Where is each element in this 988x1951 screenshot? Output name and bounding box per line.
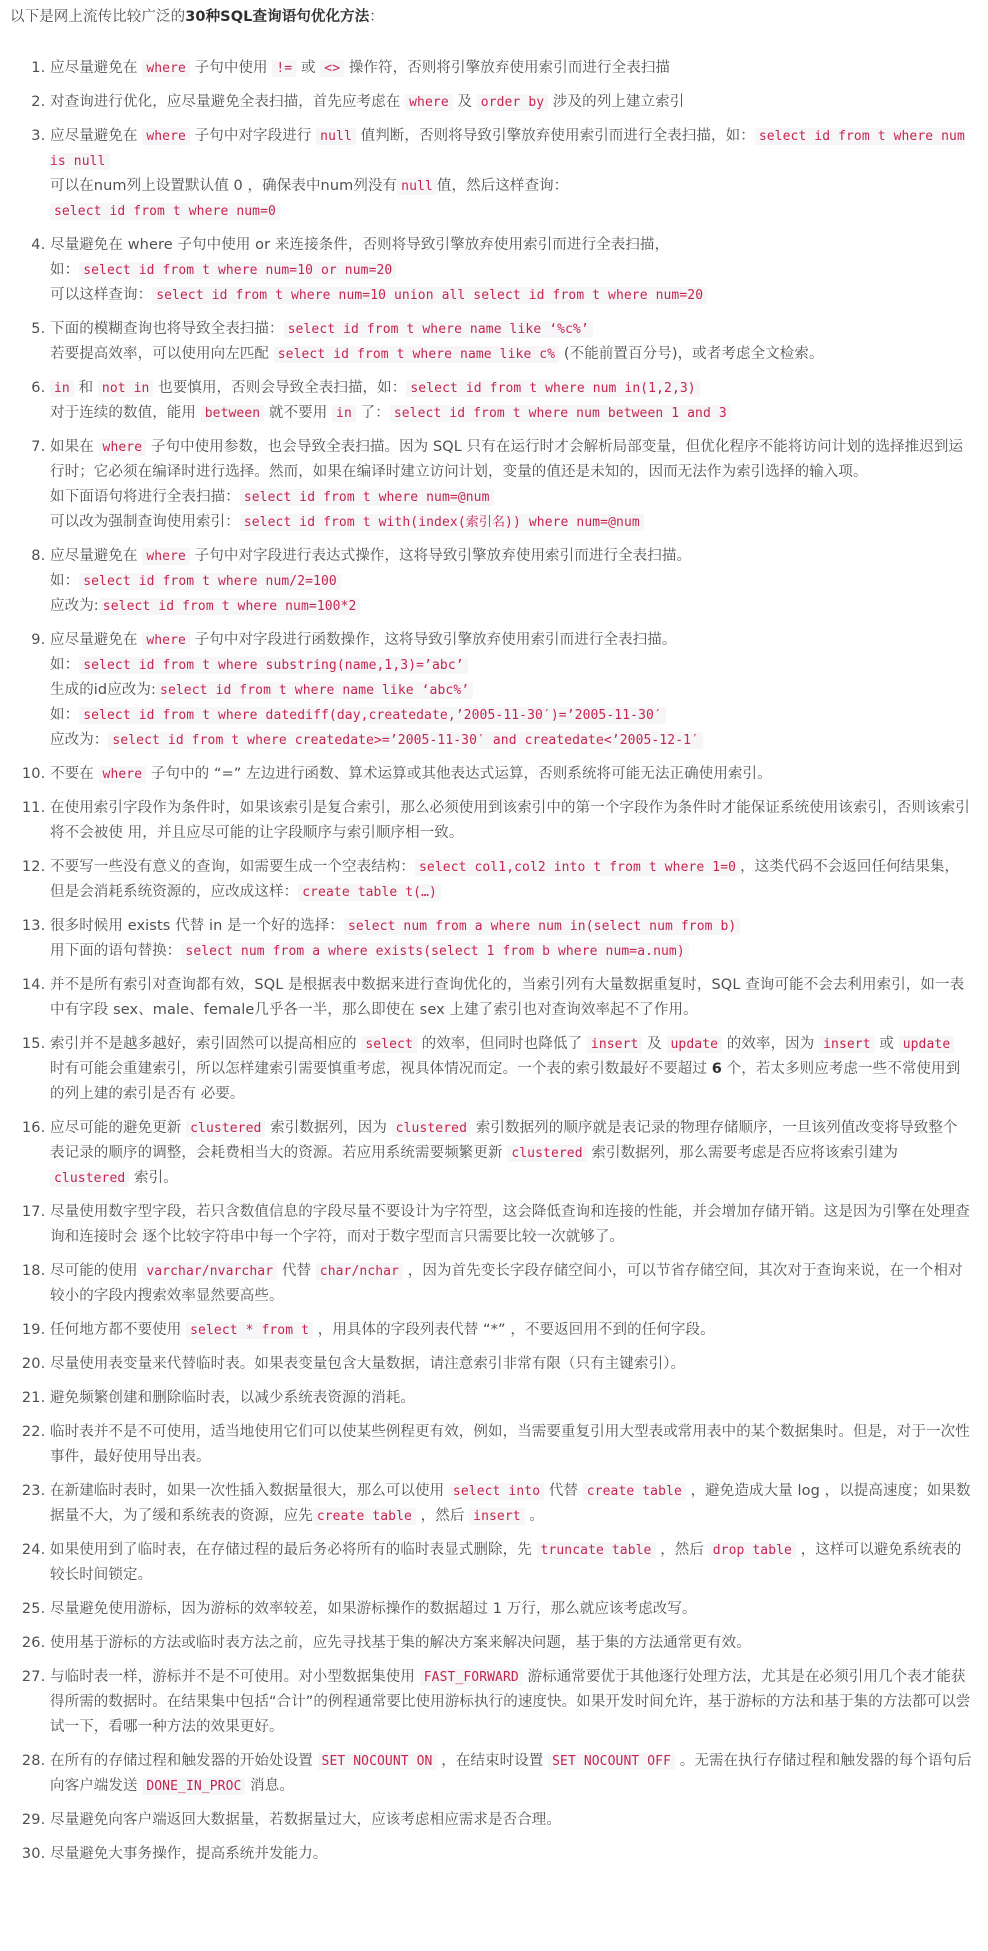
tip-text: 尽量使用表变量来代替临时表。如果表变量包含大量数据，请注意索引非常有限（只有主键索引）。 bbox=[50, 1356, 686, 1372]
tip-text: 子句中对字段进行函数操作，这将导致引擎放弃使用索引而进行全表扫描。 bbox=[189, 632, 677, 648]
inline-code: clustered bbox=[507, 1145, 586, 1162]
tip-text: 值判断，否则将导致引擎放弃使用索引而进行全表扫描，如： bbox=[355, 128, 755, 144]
inline-code: select id from t where name like ‘%c%’ bbox=[284, 321, 593, 338]
inline-code: where bbox=[405, 94, 453, 111]
inline-code: select id from t where num=10 union all select id from t where num=20 bbox=[152, 287, 707, 304]
inline-code: char/nchar bbox=[316, 1263, 403, 1280]
tip-text: 如： bbox=[50, 657, 80, 673]
tip-item-10 bbox=[50, 762, 978, 787]
tip-text: 或 bbox=[874, 1036, 899, 1052]
tip-item-2 bbox=[50, 90, 978, 115]
tip-text: ，在结束时设置 bbox=[436, 1753, 549, 1769]
tip-item-3 bbox=[50, 124, 978, 224]
inline-code: in bbox=[50, 380, 74, 397]
tip-text: 避免频繁创建和删除临时表，以减少系统表资源的消耗。 bbox=[50, 1390, 415, 1406]
tip-text: 在新建临时表时，如果一次性插入数据量很大，那么可以使用 bbox=[50, 1483, 449, 1499]
tip-item-18 bbox=[50, 1259, 978, 1309]
tip-text: 尽量避免大事务操作，提高系统并发能力。 bbox=[50, 1846, 328, 1862]
inline-code: clustered bbox=[50, 1170, 129, 1187]
tip-text: 游标通常要优于其他逐行处理方法，尤其是在必须引用几个表才能获得所需的数据时。在结果集中包括“合计”的例程通常要比使用游标执行的速度快。如果开发时间允许，基于游标的方法和基于集的方法都可以尝试一下，看哪一种方法的效果更好。 bbox=[50, 1669, 971, 1735]
inline-code: select col1,col2 into t from t where 1=0 bbox=[415, 859, 740, 876]
inline-code: insert bbox=[819, 1036, 875, 1053]
inline-code: select id from t where num in(1,2,3) bbox=[406, 380, 699, 397]
tip-text: 时有可能会重建索引，所以怎样建索引需要慎重考虑，视具体情况而定。一个表的索引数最好不要超过 bbox=[50, 1061, 712, 1077]
inline-code: select id from t where num=10 or num=20 bbox=[79, 262, 396, 279]
tip-text: 就不要用 bbox=[264, 405, 333, 421]
inline-code: create table bbox=[583, 1483, 686, 1500]
tip-text: 很多时候用 exists 代替 in 是一个好的选择： bbox=[50, 918, 344, 934]
inline-code: in bbox=[332, 405, 356, 422]
tip-text: 不要在 bbox=[50, 766, 99, 782]
tip-text: 使用基于游标的方法或临时表方法之前，应先寻找基于集的解决方案来解决问题，基于集的方法通常更有效。 bbox=[50, 1635, 751, 1651]
tip-text: 索引数据列，那么需要考虑是否应将该索引建为 bbox=[586, 1145, 898, 1161]
inline-code: select id from t where name like c% bbox=[274, 346, 559, 363]
tip-text: ，用具体的字段列表代替 “*” ，不要返回用不到的任何字段。 bbox=[313, 1322, 715, 1338]
tip-item-25 bbox=[50, 1597, 978, 1622]
tip-text: 6 bbox=[711, 1061, 722, 1077]
tip-text: 可以改为强制查询使用索引： bbox=[50, 514, 240, 530]
tip-text: 可以这样查询： bbox=[50, 287, 153, 303]
tip-text: 应尽量避免在 bbox=[50, 632, 143, 648]
tip-text: 生成的id应改为: bbox=[50, 682, 157, 698]
tip-item-4 bbox=[50, 233, 978, 308]
inline-code: insert bbox=[587, 1036, 643, 1053]
tip-text: 消息。 bbox=[245, 1778, 294, 1794]
tip-item-16 bbox=[50, 1116, 978, 1191]
inline-code: select * from t bbox=[186, 1322, 313, 1339]
tip-text: 在使用索引字段作为条件时，如果该索引是复合索引，那么必须使用到该索引中的第一个字段作为条件时才能保证系统使用该索引，否则该索引将不会被使 用，并且应尽可能的让字段顺序与索引顺序相一致。 bbox=[50, 800, 970, 841]
inline-code: clustered bbox=[392, 1120, 471, 1137]
tip-item-9 bbox=[50, 628, 978, 753]
tip-text: 尽量避免使用游标，因为游标的效率较差，如果游标操作的数据超过 1 万行，那么就应该考虑改写。 bbox=[50, 1601, 697, 1617]
tip-text: (不能前置百分号)，或者考虑全文检索。 bbox=[559, 346, 824, 362]
tip-text: 对查询进行优化，应尽量避免全表扫描，首先应考虑在 bbox=[50, 94, 406, 110]
intro-colon: ： bbox=[369, 9, 384, 25]
tip-text: 索引并不是越多越好，索引固然可以提高相应的 bbox=[50, 1036, 362, 1052]
inline-code: select id from t with(index(索引名)) where num=@num bbox=[240, 514, 644, 531]
tip-text: 在所有的存储过程和触发器的开始处设置 bbox=[50, 1753, 318, 1769]
tip-text: 下面的模糊查询也将导致全表扫描： bbox=[50, 321, 284, 337]
tip-text: 子句中对字段进行 bbox=[189, 128, 317, 144]
inline-code: select id from t where num is null bbox=[50, 129, 965, 169]
tip-text: ，避免造成大量 log ，以提高速度；如果数据量不大，为了缓和系统表的资源，应先 bbox=[50, 1483, 971, 1524]
tip-item-27 bbox=[50, 1665, 978, 1740]
tip-text: 应改为: bbox=[50, 598, 99, 614]
tip-text: ，这样可以避免系统表的较长时间锁定。 bbox=[50, 1542, 962, 1583]
inline-code: varchar/nvarchar bbox=[142, 1263, 277, 1280]
tip-text: ，这类代码不会返回任何结果集，但是会消耗系统资源的，应改成这样： bbox=[50, 859, 960, 900]
tip-text: 子句中使用参数，也会导致全表扫描。因为 SQL 只有在运行时才会解析局部变量，但优化程序不能将访问计划的选择推迟到运行时；它必须在编译时进行选择。然而，如果在编译时建立访问计划，变量的值还是未知的，因而无法作为索引选择的输入项。 bbox=[50, 439, 964, 480]
tip-text: 子句中使用 bbox=[189, 60, 273, 76]
tip-text: 应改为： bbox=[50, 732, 109, 748]
tip-text: 索引数据列的顺序就是表记录的物理存储顺序，一旦该列值改变将导致整个表记录的顺序的调整，会耗费相当大的资源。若应用系统需要频繁更新 bbox=[50, 1120, 958, 1161]
inline-code: create table t(…) bbox=[298, 884, 441, 901]
tip-text: 个，若太多则应考虑一些不常使用到的列上建的索引是否有 必要。 bbox=[50, 1061, 961, 1102]
tip-text: 子句中对字段进行表达式操作，这将导致引擎放弃使用索引而进行全表扫描。 bbox=[189, 548, 692, 564]
tip-text: 与临时表一样，游标并不是不可使用。对小型数据集使用 bbox=[50, 1669, 420, 1685]
tip-text: 并不是所有索引对查询都有效，SQL 是根据表中数据来进行查询优化的，当索引列有大量数据重复时，SQL 查询可能不会去利用索引，如一表中有字段 sex、male、female几乎各一半，那么即使在 sex 上建了索引也对查询效率起不了作用。 bbox=[50, 977, 965, 1018]
tip-text: 如： bbox=[50, 707, 80, 723]
tip-item-26 bbox=[50, 1631, 978, 1656]
tip-text: 如果在 bbox=[50, 439, 99, 455]
inline-code: where bbox=[142, 548, 190, 565]
tip-text: 临时表并不是不可使用，适当地使用它们可以使某些例程更有效，例如，当需要重复引用大型表或常用表中的某个数据集时。但是，对于一次性事件，最好使用导出表。 bbox=[50, 1424, 970, 1465]
tip-text: 应尽可能的避免更新 bbox=[50, 1120, 187, 1136]
inline-code: null bbox=[397, 178, 437, 195]
inline-code: where bbox=[142, 128, 190, 145]
inline-code: select id from t where createdate>=’2005-11-30′ and createdate<’2005-12-1′ bbox=[108, 732, 703, 749]
tip-text: 子句中的 “=” 左边进行函数、算术运算或其他表达式运算，否则系统将可能无法正确使用索引。 bbox=[146, 766, 772, 782]
inline-code: drop table bbox=[709, 1542, 796, 1559]
tip-text: 操作符，否则将引擎放弃使用索引而进行全表扫描 bbox=[344, 60, 671, 76]
inline-code: where bbox=[142, 60, 190, 77]
tip-item-24 bbox=[50, 1538, 978, 1588]
tip-text: 及 bbox=[642, 1036, 667, 1052]
tip-text: 用下面的语句替换： bbox=[50, 943, 182, 959]
tip-text: 及 bbox=[452, 94, 477, 110]
tip-text: 。 bbox=[524, 1508, 545, 1524]
tip-item-22 bbox=[50, 1420, 978, 1470]
tip-item-6 bbox=[50, 376, 978, 426]
inline-code: where bbox=[142, 632, 190, 649]
tip-text: ，然后 bbox=[655, 1542, 709, 1558]
tip-item-29 bbox=[50, 1808, 978, 1833]
tip-item-21 bbox=[50, 1386, 978, 1411]
tip-text: 对于连续的数值，能用 bbox=[50, 405, 201, 421]
inline-code: select id from t where num=0 bbox=[50, 203, 280, 220]
inline-code: where bbox=[99, 439, 147, 456]
tip-text: 索引数据列，因为 bbox=[265, 1120, 392, 1136]
tip-item-11 bbox=[50, 796, 978, 846]
tip-item-28 bbox=[50, 1749, 978, 1799]
inline-code: select id from t where num/2=100 bbox=[79, 573, 341, 590]
tip-text: 若要提高效率，可以使用向左匹配 bbox=[50, 346, 274, 362]
inline-code: select id from t where num between 1 and 3 bbox=[390, 405, 731, 422]
inline-code: truncate table bbox=[537, 1542, 656, 1559]
tip-item-15 bbox=[50, 1032, 978, 1107]
inline-code: select into bbox=[449, 1483, 544, 1500]
inline-code: create table bbox=[313, 1508, 416, 1525]
tip-item-8 bbox=[50, 544, 978, 619]
intro-bold-title: 30种SQL查询语句优化方法 bbox=[185, 9, 370, 25]
inline-code: select num from a where exists(select 1 from b where num=a.num) bbox=[181, 943, 688, 960]
tip-item-20 bbox=[50, 1352, 978, 1377]
tip-text: 或 bbox=[296, 60, 321, 76]
tip-item-19 bbox=[50, 1318, 978, 1343]
tip-text: 应尽量避免在 bbox=[50, 60, 143, 76]
tip-text: 代替 bbox=[277, 1263, 316, 1279]
tip-text: 和 bbox=[73, 380, 98, 396]
tip-text: 如下面语句将进行全表扫描： bbox=[50, 489, 240, 505]
tip-text: 了： bbox=[355, 405, 390, 421]
tip-text: 不要写一些没有意义的查询，如需要生成一个空表结构： bbox=[50, 859, 415, 875]
inline-code: select id from t where name like ‘abc%’ bbox=[156, 682, 473, 699]
optimization-tips-list bbox=[10, 56, 978, 1867]
inline-code: select id from t where num=100*2 bbox=[99, 598, 361, 615]
tip-text: 代替 bbox=[544, 1483, 583, 1499]
tip-text: 尽量使用数字型字段，若只含数值信息的字段尽量不要设计为字符型，这会降低查询和连接的性能，并会增加存储开销。这是因为引擎在处理查询和连接时会 逐个比较字符串中每一个字符，而对于数字型而言只需要比较一次就够了。 bbox=[50, 1204, 970, 1245]
tip-text: 尽量避免向客户端返回大数据量，若数据量过大，应该考虑相应需求是否合理。 bbox=[50, 1812, 561, 1828]
tip-text: 尽量避免在 where 子句中使用 or 来连接条件，否则将导致引擎放弃使用索引而进行全表扫描， bbox=[50, 237, 670, 253]
inline-code: SET NOCOUNT ON bbox=[318, 1753, 437, 1770]
tip-item-23 bbox=[50, 1479, 978, 1529]
inline-code: select id from t where substring(name,1,3)=’abc’ bbox=[79, 657, 467, 674]
inline-code: <> bbox=[320, 60, 344, 77]
tip-item-12 bbox=[50, 855, 978, 905]
tip-item-14 bbox=[50, 973, 978, 1023]
inline-code: update bbox=[667, 1036, 723, 1053]
intro-paragraph bbox=[10, 4, 978, 30]
inline-code: null bbox=[316, 128, 356, 145]
inline-code: != bbox=[272, 60, 296, 77]
tip-text: 应尽量避免在 bbox=[50, 548, 143, 564]
inline-code: order by bbox=[477, 94, 548, 111]
tip-text: 值，然后这样查询： bbox=[436, 178, 569, 194]
tip-item-1 bbox=[50, 56, 978, 81]
tip-item-30 bbox=[50, 1842, 978, 1867]
tip-text: 的效率，但同时也降低了 bbox=[416, 1036, 587, 1052]
tip-text: 可以在num列上设置默认值 0 ，确保表中num列没有 bbox=[50, 178, 398, 194]
inline-code: select id from t where datediff(day,createdate,’2005-11-30′)=’2005-11-30′ bbox=[79, 707, 666, 724]
inline-code: select num from a where num in(select num from b) bbox=[344, 918, 740, 935]
intro-text: 以下是网上流传比较广泛的 bbox=[10, 9, 186, 25]
tip-text: 如： bbox=[50, 262, 80, 278]
inline-code: insert bbox=[469, 1508, 525, 1525]
inline-code: clustered bbox=[186, 1120, 265, 1137]
tip-text: ，因为首先变长字段存储空间小，可以节省存储空间，其次对于查询来说，在一个相对较小的字段内搜索效率显然要高些。 bbox=[50, 1263, 963, 1304]
tip-text: ，然后 bbox=[415, 1508, 470, 1524]
tip-text: 应尽量避免在 bbox=[50, 128, 143, 144]
inline-code: between bbox=[201, 405, 265, 422]
tip-item-13 bbox=[50, 914, 978, 964]
tip-item-7 bbox=[50, 435, 978, 535]
tip-text: 尽可能的使用 bbox=[50, 1263, 143, 1279]
tip-text: 。无需在执行存储过程和触发器的每个语句后向客户端发送 bbox=[50, 1753, 972, 1794]
tip-text: 索引。 bbox=[129, 1170, 178, 1186]
tip-text: 的效率，因为 bbox=[722, 1036, 820, 1052]
inline-code: update bbox=[899, 1036, 955, 1053]
inline-code: FAST_FORWARD bbox=[420, 1669, 523, 1686]
tip-item-17 bbox=[50, 1200, 978, 1250]
tip-text: 如： bbox=[50, 573, 80, 589]
tip-text: 任何地方都不要使用 bbox=[50, 1322, 187, 1338]
inline-code: select bbox=[361, 1036, 417, 1053]
inline-code: SET NOCOUNT OFF bbox=[548, 1753, 675, 1770]
inline-code: select id from t where num=@num bbox=[240, 489, 494, 506]
inline-code: DONE_IN_PROC bbox=[142, 1778, 245, 1795]
inline-code: not in bbox=[98, 380, 154, 397]
tip-text: 如果使用到了临时表，在存储过程的最后务必将所有的临时表显式删除，先 bbox=[50, 1542, 537, 1558]
tip-item-5 bbox=[50, 317, 978, 367]
inline-code: where bbox=[99, 766, 147, 783]
tip-text: 涉及的列上建立索引 bbox=[548, 94, 685, 110]
tip-text: 也要慎用，否则会导致全表扫描，如： bbox=[153, 380, 407, 396]
